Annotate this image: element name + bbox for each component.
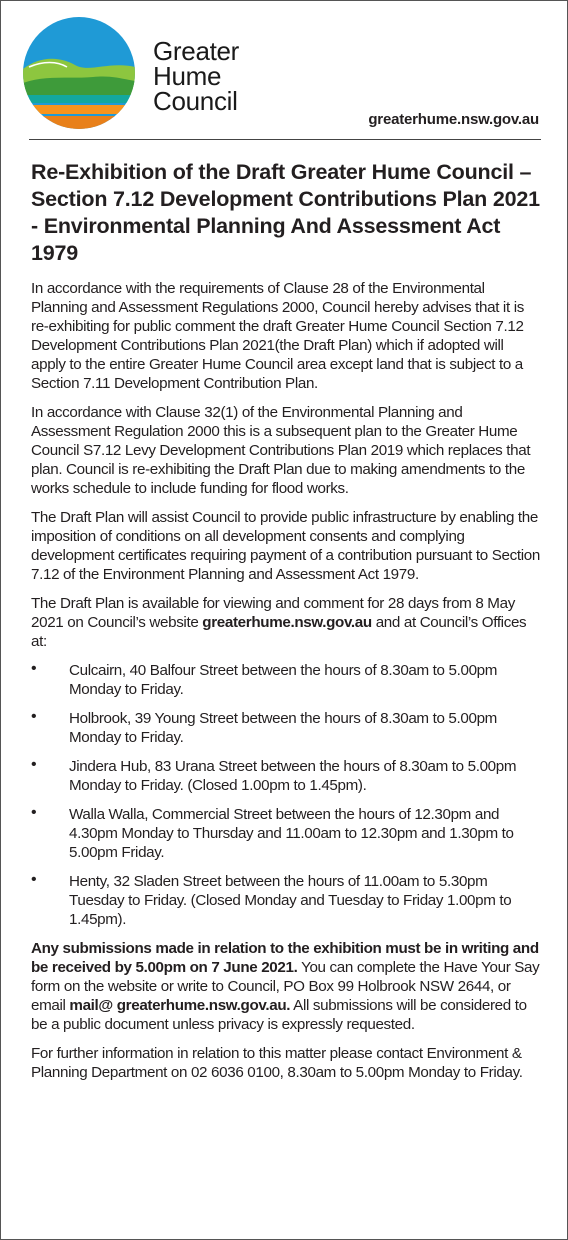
submissions-text: You can complete the Have Your Say form on the website or write to Council, PO Box 99 Holbrook NSW 2644, or email <box>31 959 540 1014</box>
office-text: Culcairn, 40 Balfour Street between the hours of 8.30am to 5.00pm Monday to Friday. <box>69 662 498 698</box>
office-list <box>31 661 541 929</box>
submissions-text-end: All submissions will be considered to be a public document unless privacy is expressly requested. <box>31 997 527 1033</box>
list-item <box>31 661 541 699</box>
email-link[interactable]: mail@ greaterhume.nsw.gov.au. <box>69 997 291 1014</box>
org-name-line: Hume <box>153 61 222 91</box>
org-name-line: Greater <box>153 36 240 66</box>
bullet-icon: • <box>31 756 37 773</box>
paragraph-intro: In accordance with the requirements of Clause 28 of the Environmental Planning and Assessment Regulations 2000, Council hereby advises that it is re-exhibiting for public comment the draft Greater Hume Council Section 7.12 Development Contributions Plan 2021(the Draft Plan) which if adopted will apply to the entire Greater Hume Council area except land that is subject to a Section 7.11 Development Contribution Plan. <box>31 280 524 392</box>
council-logo-icon <box>23 17 135 129</box>
list-item <box>31 709 541 747</box>
header <box>1 1 567 141</box>
website-link-inline[interactable]: greaterhume.nsw.gov.au <box>202 614 372 631</box>
office-text: Henty, 32 Sladen Street between the hours of 11.00am to 5.30pm Tuesday to Friday. (Closed Monday and Tuesday to Friday 1.00pm to 1.45pm). <box>69 873 512 928</box>
paragraph-subsequent-plan: In accordance with Clause 32(1) of the Environmental Planning and Assessment Regulation 2000 this is a subsequent plan to the Greater Hume Council S7.12 Levy Development Contributions Plan 2019 which replaces that plan. Council is re-exhibiting the Draft Plan due to making amendments to the works schedule to include funding for flood works. <box>31 404 531 497</box>
paragraph-purpose: The Draft Plan will assist Council to provide public infrastructure by enabling the imposition of conditions on all development consents and complying development certificates requiring payment of a contribution pursuant to Section 7.12 of the Environment Planning and Assessment Act 1979. <box>31 509 540 583</box>
office-text: Jindera Hub, 83 Urana Street between the hours of 8.30am to 5.00pm Monday to Friday. (Closed 1.00pm to 1.45pm). <box>69 758 517 794</box>
bullet-icon: • <box>31 871 37 888</box>
paragraph-availability <box>31 594 541 651</box>
availability-text-end: and at Council’s Offices at: <box>31 614 527 650</box>
org-name-line: Council <box>153 86 238 116</box>
website-link[interactable]: greaterhume.nsw.gov.au <box>368 111 539 128</box>
header-divider <box>29 139 541 140</box>
bullet-icon: • <box>31 708 37 725</box>
notice-title: Re-Exhibition of the Draft Greater Hume Council – Section 7.12 Development Contributions Plan 2021 - Environmental Planning And Assessment Act 1979 <box>31 160 540 265</box>
list-item <box>31 757 541 795</box>
paragraph-contact: For further information in relation to this matter please contact Environment & Planning Department on 02 6036 0100, 8.30am to 5.00pm Monday to Friday. <box>31 1045 523 1081</box>
availability-text: The Draft Plan is available for viewing and comment for 28 days from 8 May 2021 on Council’s website <box>31 595 515 631</box>
org-name <box>153 36 240 116</box>
list-item <box>31 805 541 862</box>
bullet-icon: • <box>31 804 37 821</box>
notice-body <box>31 159 541 1092</box>
office-text: Walla Walla, Commercial Street between the hours of 12.30pm and 4.30pm Monday to Thursday and 11.00am to 12.30pm and 1.30pm to 5.00pm Friday. <box>69 806 514 861</box>
office-text: Holbrook, 39 Young Street between the hours of 8.30am to 5.00pm Monday to Friday. <box>69 710 497 746</box>
paragraph-submissions <box>31 939 541 1034</box>
bullet-icon: • <box>31 660 37 677</box>
list-item <box>31 872 541 929</box>
submissions-deadline: Any submissions made in relation to the exhibition must be in writing and be received by 5.00pm on 7 June 2021. <box>31 940 539 976</box>
